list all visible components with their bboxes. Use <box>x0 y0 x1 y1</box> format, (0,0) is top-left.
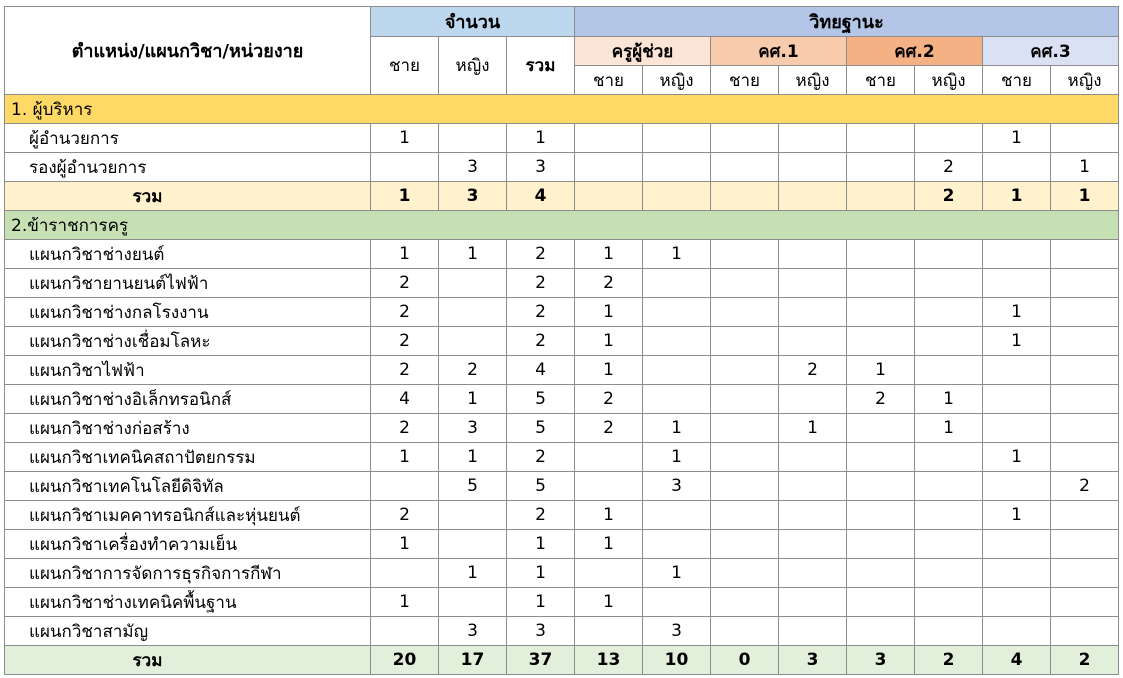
table-cell[interactable] <box>711 298 779 327</box>
table-cell[interactable]: 2 <box>507 240 575 269</box>
row-label[interactable]: แผนกวิชาเครื่องทำความเย็น <box>5 530 371 559</box>
ks2-male-header[interactable]: ชาย <box>847 66 915 95</box>
table-cell[interactable] <box>779 501 847 530</box>
table-cell[interactable]: 2 <box>575 385 643 414</box>
row-label[interactable]: แผนกวิชาช่างเทคนิคพื้นฐาน <box>5 588 371 617</box>
table-cell[interactable] <box>779 240 847 269</box>
table-row <box>5 153 1119 182</box>
table-row <box>5 472 1119 501</box>
table-cell[interactable] <box>575 559 643 588</box>
table-cell[interactable]: 1 <box>507 124 575 153</box>
table-cell[interactable]: 2 <box>779 356 847 385</box>
table-cell[interactable] <box>983 617 1051 646</box>
table-cell[interactable]: 2 <box>507 298 575 327</box>
table-cell[interactable] <box>983 588 1051 617</box>
table-cell[interactable] <box>915 356 983 385</box>
table-cell[interactable]: 3 <box>439 153 507 182</box>
table-cell[interactable]: 1 <box>371 124 439 153</box>
total-cell[interactable]: 37 <box>507 646 575 675</box>
table-cell[interactable] <box>1051 617 1119 646</box>
ks1-male-header[interactable]: ชาย <box>711 66 779 95</box>
total-cell[interactable] <box>575 182 643 211</box>
table-cell[interactable] <box>711 530 779 559</box>
total-cell[interactable]: 1 <box>371 182 439 211</box>
table-cell[interactable] <box>643 298 711 327</box>
table-cell[interactable] <box>643 153 711 182</box>
table-cell[interactable] <box>983 385 1051 414</box>
total-cell[interactable]: 2 <box>915 646 983 675</box>
total-cell[interactable]: 0 <box>711 646 779 675</box>
table-cell[interactable] <box>779 298 847 327</box>
table-cell[interactable] <box>643 588 711 617</box>
table-row <box>5 617 1119 646</box>
table-cell[interactable]: 1 <box>643 414 711 443</box>
table-cell[interactable]: 1 <box>983 501 1051 530</box>
table-cell[interactable]: 1 <box>779 414 847 443</box>
table-cell[interactable] <box>779 472 847 501</box>
table-cell[interactable] <box>711 327 779 356</box>
staff-table <box>4 6 1119 675</box>
table-cell[interactable]: 1 <box>575 240 643 269</box>
rank-assistant-header[interactable]: ครูผู้ช่วย <box>575 37 711 66</box>
table-cell[interactable] <box>711 269 779 298</box>
table-cell[interactable] <box>711 472 779 501</box>
row-label[interactable]: แผนกวิชาช่างเชื่อมโลหะ <box>5 327 371 356</box>
header-row-1 <box>5 7 1119 37</box>
table-cell[interactable] <box>915 617 983 646</box>
table-cell[interactable] <box>779 617 847 646</box>
table-cell[interactable] <box>643 530 711 559</box>
table-cell[interactable] <box>847 153 915 182</box>
table-cell[interactable]: 4 <box>371 385 439 414</box>
section-row <box>5 95 1119 124</box>
table-cell[interactable] <box>779 269 847 298</box>
table-cell[interactable] <box>439 530 507 559</box>
table-cell[interactable] <box>915 501 983 530</box>
row-label[interactable]: แผนกวิชาการจัดการธุรกิจการกีฬา <box>5 559 371 588</box>
table-row <box>5 559 1119 588</box>
table-cell[interactable] <box>1051 240 1119 269</box>
table-cell[interactable]: 2 <box>507 269 575 298</box>
table-cell[interactable] <box>371 617 439 646</box>
table-cell[interactable]: 1 <box>575 298 643 327</box>
table-cell[interactable] <box>915 269 983 298</box>
table-cell[interactable]: 1 <box>371 240 439 269</box>
table-cell[interactable]: 2 <box>915 153 983 182</box>
table-cell[interactable] <box>915 443 983 472</box>
ks3-female-header[interactable]: หญิง <box>1051 66 1119 95</box>
table-cell[interactable]: 5 <box>507 414 575 443</box>
section-row <box>5 211 1119 240</box>
row-label[interactable]: แผนกวิชาช่างอิเล็กทรอนิกส์ <box>5 385 371 414</box>
table-cell[interactable] <box>643 327 711 356</box>
row-label[interactable]: แผนกวิชายานยนต์ไฟฟ้า <box>5 269 371 298</box>
table-cell[interactable] <box>643 501 711 530</box>
total-cell[interactable]: 2 <box>915 182 983 211</box>
table-cell[interactable] <box>847 472 915 501</box>
table-cell[interactable] <box>643 385 711 414</box>
table-cell[interactable] <box>779 588 847 617</box>
table-cell[interactable] <box>711 124 779 153</box>
rank-ks2-header[interactable]: คศ.2 <box>847 37 983 66</box>
table-cell[interactable] <box>711 356 779 385</box>
ks3-male-header[interactable]: ชาย <box>983 66 1051 95</box>
table-cell[interactable] <box>847 443 915 472</box>
assistant-male-header[interactable]: ชาย <box>575 66 643 95</box>
total-cell[interactable] <box>779 182 847 211</box>
table-cell[interactable]: 5 <box>439 472 507 501</box>
table-cell[interactable] <box>915 327 983 356</box>
table-cell[interactable] <box>983 472 1051 501</box>
table-cell[interactable] <box>439 501 507 530</box>
total-label[interactable]: รวม <box>5 646 371 675</box>
table-row <box>5 414 1119 443</box>
table-row <box>5 501 1119 530</box>
total-cell[interactable]: 4 <box>507 182 575 211</box>
count-male-header[interactable]: ชาย <box>371 37 439 95</box>
table-cell[interactable]: 1 <box>371 530 439 559</box>
table-cell[interactable] <box>779 559 847 588</box>
total-cell[interactable]: 13 <box>575 646 643 675</box>
table-row <box>5 124 1119 153</box>
table-row <box>5 530 1119 559</box>
table-cell[interactable] <box>779 327 847 356</box>
total-label[interactable]: รวม <box>5 182 371 211</box>
table-cell[interactable] <box>779 153 847 182</box>
table-cell[interactable] <box>1051 298 1119 327</box>
rank-ks3-header[interactable]: คศ.3 <box>983 37 1119 66</box>
total-cell[interactable] <box>847 182 915 211</box>
table-cell[interactable] <box>1051 385 1119 414</box>
table-cell[interactable] <box>847 559 915 588</box>
row-label[interactable]: แผนกวิชาช่างกลโรงงาน <box>5 298 371 327</box>
table-cell[interactable]: 2 <box>847 385 915 414</box>
table-cell[interactable]: 1 <box>439 559 507 588</box>
table-cell[interactable]: 4 <box>507 356 575 385</box>
table-cell[interactable]: 2 <box>371 356 439 385</box>
total-cell[interactable]: 3 <box>779 646 847 675</box>
table-cell[interactable] <box>711 240 779 269</box>
table-cell[interactable] <box>371 472 439 501</box>
row-label[interactable]: แผนกวิชาช่างก่อสร้าง <box>5 414 371 443</box>
table-cell[interactable] <box>915 588 983 617</box>
row-label[interactable]: แผนกวิชาสามัญ <box>5 617 371 646</box>
table-cell[interactable] <box>711 559 779 588</box>
table-cell[interactable]: 1 <box>983 443 1051 472</box>
table-cell[interactable]: 1 <box>575 588 643 617</box>
table-cell[interactable] <box>847 414 915 443</box>
table-cell[interactable] <box>983 530 1051 559</box>
table-cell[interactable] <box>575 472 643 501</box>
table-row <box>5 240 1119 269</box>
table-cell[interactable] <box>915 530 983 559</box>
table-cell[interactable] <box>1051 501 1119 530</box>
table-cell[interactable] <box>439 588 507 617</box>
table-cell[interactable] <box>847 298 915 327</box>
total-cell[interactable]: 1 <box>983 182 1051 211</box>
table-cell[interactable]: 1 <box>371 443 439 472</box>
table-cell[interactable]: 1 <box>575 501 643 530</box>
table-cell[interactable]: 1 <box>915 414 983 443</box>
table-cell[interactable] <box>779 443 847 472</box>
total-row <box>5 646 1119 675</box>
table-cell[interactable]: 1 <box>507 530 575 559</box>
total-cell[interactable]: 1 <box>1051 182 1119 211</box>
table-cell[interactable] <box>983 240 1051 269</box>
table-cell[interactable] <box>711 385 779 414</box>
position-column-header[interactable]: ตำแหน่ง/แผนกวิชา/หน่วยงาย <box>5 7 371 95</box>
table-row <box>5 588 1119 617</box>
table-cell[interactable] <box>439 327 507 356</box>
table-cell[interactable]: 1 <box>915 385 983 414</box>
table-cell[interactable]: 2 <box>371 269 439 298</box>
table-body <box>5 7 1119 675</box>
table-cell[interactable]: 3 <box>643 617 711 646</box>
academic-group-header[interactable]: วิทยฐานะ <box>575 7 1119 37</box>
table-cell[interactable]: 1 <box>575 356 643 385</box>
table-cell[interactable]: 1 <box>847 356 915 385</box>
table-cell[interactable] <box>915 240 983 269</box>
count-female-header[interactable]: หญิง <box>439 37 507 95</box>
table-cell[interactable]: 2 <box>575 269 643 298</box>
table-cell[interactable] <box>983 356 1051 385</box>
table-cell[interactable]: 3 <box>643 472 711 501</box>
table-cell[interactable] <box>779 124 847 153</box>
table-cell[interactable] <box>575 124 643 153</box>
table-cell[interactable] <box>439 298 507 327</box>
total-cell[interactable]: 3 <box>439 182 507 211</box>
total-cell[interactable]: 10 <box>643 646 711 675</box>
table-cell[interactable] <box>643 269 711 298</box>
row-label[interactable]: รองผู้อำนวยการ <box>5 153 371 182</box>
count-total-header[interactable]: รวม <box>507 37 575 95</box>
total-cell[interactable] <box>711 182 779 211</box>
table-row <box>5 443 1119 472</box>
table-cell[interactable] <box>915 124 983 153</box>
table-cell[interactable] <box>847 269 915 298</box>
table-cell[interactable]: 2 <box>1051 472 1119 501</box>
assistant-female-header[interactable]: หญิง <box>643 66 711 95</box>
table-cell[interactable]: 2 <box>371 414 439 443</box>
table-cell[interactable]: 1 <box>507 559 575 588</box>
table-cell[interactable] <box>779 385 847 414</box>
table-cell[interactable] <box>1051 269 1119 298</box>
table-cell[interactable]: 1 <box>439 240 507 269</box>
table-cell[interactable] <box>711 588 779 617</box>
table-cell[interactable] <box>371 559 439 588</box>
table-cell[interactable]: 1 <box>507 588 575 617</box>
table-cell[interactable]: 3 <box>439 414 507 443</box>
ks2-female-header[interactable]: หญิง <box>915 66 983 95</box>
table-cell[interactable] <box>711 617 779 646</box>
total-cell[interactable]: 3 <box>847 646 915 675</box>
table-cell[interactable] <box>983 153 1051 182</box>
row-label[interactable]: แผนกวิชาเมคคาทรอนิกส์และหุ่นยนต์ <box>5 501 371 530</box>
row-label[interactable]: ผู้อำนวยการ <box>5 124 371 153</box>
table-cell[interactable]: 2 <box>507 443 575 472</box>
table-cell[interactable] <box>847 588 915 617</box>
table-cell[interactable] <box>1051 414 1119 443</box>
table-cell[interactable] <box>439 124 507 153</box>
section-title[interactable]: 2.ข้าราชการครู <box>5 211 1119 240</box>
table-cell[interactable] <box>1051 588 1119 617</box>
ks1-female-header[interactable]: หญิง <box>779 66 847 95</box>
table-cell[interactable]: 1 <box>439 385 507 414</box>
rank-ks1-header[interactable]: คศ.1 <box>711 37 847 66</box>
table-cell[interactable]: 1 <box>983 327 1051 356</box>
table-cell[interactable]: 5 <box>507 472 575 501</box>
table-cell[interactable] <box>711 414 779 443</box>
table-cell[interactable] <box>643 356 711 385</box>
table-row <box>5 385 1119 414</box>
table-cell[interactable] <box>847 501 915 530</box>
total-cell[interactable] <box>643 182 711 211</box>
total-cell[interactable]: 17 <box>439 646 507 675</box>
table-cell[interactable] <box>439 269 507 298</box>
table-cell[interactable] <box>915 559 983 588</box>
table-cell[interactable] <box>847 530 915 559</box>
table-cell[interactable] <box>711 501 779 530</box>
section-title[interactable]: 1. ผู้บริหาร <box>5 95 1119 124</box>
table-row <box>5 327 1119 356</box>
table-row <box>5 356 1119 385</box>
table-cell[interactable] <box>1051 356 1119 385</box>
table-cell[interactable]: 2 <box>371 501 439 530</box>
table-cell[interactable] <box>371 153 439 182</box>
table-cell[interactable]: 3 <box>507 617 575 646</box>
table-row <box>5 269 1119 298</box>
table-cell[interactable] <box>779 530 847 559</box>
table-cell[interactable] <box>847 240 915 269</box>
total-row <box>5 182 1119 211</box>
table-cell[interactable] <box>847 124 915 153</box>
table-cell[interactable]: 3 <box>507 153 575 182</box>
table-cell[interactable] <box>983 559 1051 588</box>
table-cell[interactable]: 1 <box>643 240 711 269</box>
table-cell[interactable] <box>847 327 915 356</box>
row-label[interactable]: แผนกวิชาเทคโนโลยีดิจิทัล <box>5 472 371 501</box>
table-cell[interactable] <box>915 472 983 501</box>
table-cell[interactable]: 2 <box>439 356 507 385</box>
table-cell[interactable] <box>575 153 643 182</box>
row-label[interactable]: แผนกวิชาช่างยนต์ <box>5 240 371 269</box>
row-label[interactable]: แผนกวิชาไฟฟ้า <box>5 356 371 385</box>
table-cell[interactable] <box>1051 443 1119 472</box>
total-cell[interactable]: 4 <box>983 646 1051 675</box>
total-cell[interactable]: 20 <box>371 646 439 675</box>
table-cell[interactable]: 2 <box>371 298 439 327</box>
table-cell[interactable]: 1 <box>983 124 1051 153</box>
row-label[interactable]: แผนกวิชาเทคนิคสถาปัตยกรรม <box>5 443 371 472</box>
table-cell[interactable]: 1 <box>983 298 1051 327</box>
table-cell[interactable] <box>711 153 779 182</box>
table-cell[interactable]: 3 <box>439 617 507 646</box>
table-cell[interactable] <box>847 617 915 646</box>
table-cell[interactable]: 1 <box>439 443 507 472</box>
total-cell[interactable]: 2 <box>1051 646 1119 675</box>
table-cell[interactable] <box>1051 327 1119 356</box>
table-cell[interactable]: 2 <box>371 327 439 356</box>
table-cell[interactable] <box>1051 530 1119 559</box>
table-cell[interactable]: 1 <box>1051 153 1119 182</box>
table-cell[interactable]: 1 <box>575 327 643 356</box>
table-cell[interactable] <box>1051 559 1119 588</box>
table-cell[interactable]: 1 <box>643 443 711 472</box>
table-cell[interactable] <box>983 269 1051 298</box>
table-cell[interactable]: 2 <box>575 414 643 443</box>
table-cell[interactable]: 1 <box>643 559 711 588</box>
table-cell[interactable] <box>983 414 1051 443</box>
table-cell[interactable]: 2 <box>507 327 575 356</box>
table-cell[interactable] <box>643 124 711 153</box>
table-cell[interactable] <box>575 617 643 646</box>
count-group-header[interactable]: จำนวน <box>371 7 575 37</box>
table-cell[interactable]: 5 <box>507 385 575 414</box>
table-cell[interactable]: 2 <box>507 501 575 530</box>
table-cell[interactable] <box>711 443 779 472</box>
table-cell[interactable] <box>915 298 983 327</box>
table-cell[interactable]: 1 <box>371 588 439 617</box>
table-cell[interactable] <box>575 443 643 472</box>
table-cell[interactable]: 1 <box>575 530 643 559</box>
table-cell[interactable] <box>1051 124 1119 153</box>
table-row <box>5 298 1119 327</box>
